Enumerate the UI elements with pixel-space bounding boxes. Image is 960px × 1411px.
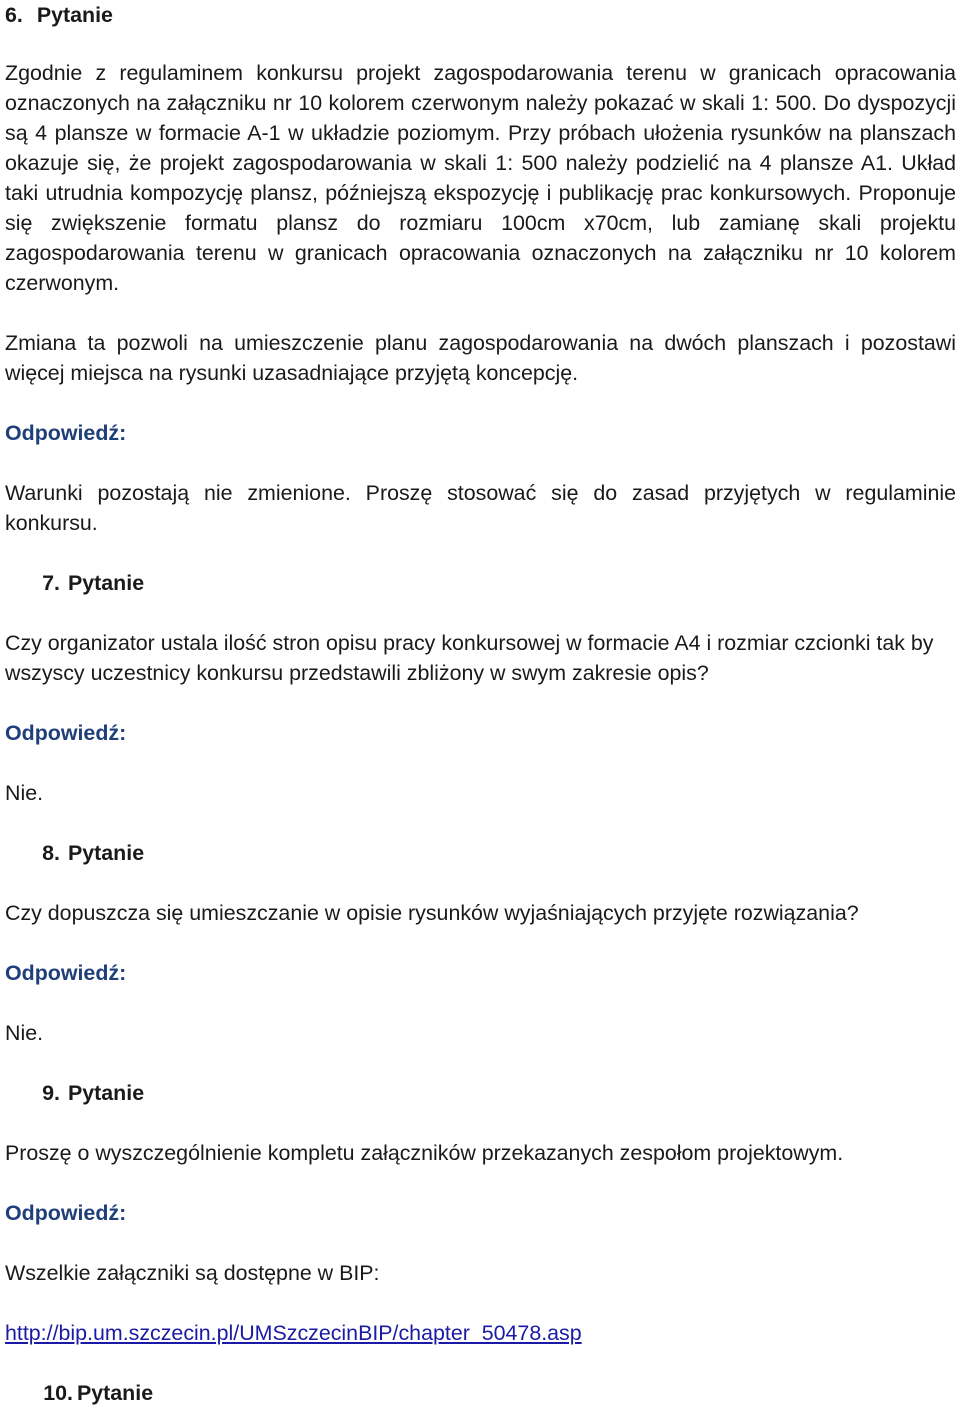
- question-8-answer: Nie.: [5, 1021, 44, 1045]
- answer-label: Odpowiedź:: [5, 961, 127, 985]
- question-title: Pytanie: [68, 571, 145, 595]
- question-6-text: Zgodnie z regulaminem konkursu projekt zagospodarowania terenu w granicach opracowania oznaczonych na załączniku nr 10 kolorem czerwonym należy pokazać w skali 1: 500. Do dyspozycji są 4 plansze w formacie A-1 w układzie poziomym. Przy próbach ułożenia rysunków na planszach okazuje się, że projekt zagospodarowania w skali 1: 500 należy podzielić na 4 plansze A1. Układ taki utrudnia kompozycję plansz, późniejszą ekspozycję i publikację prac konkursowych. Proponuje się zwiększenie formatu plansz do rozmiaru 100cm x70cm, lub zamianę skali projektu zagospodarowania terenu w granicach opracowania oznaczonych na załączniku nr 10 kolorem czerwonym.: [5, 61, 956, 295]
- question-number: 7.: [42, 571, 60, 595]
- question-number: 6.: [5, 3, 23, 27]
- question-number: 10.: [43, 1381, 73, 1405]
- question-8-heading: [5, 838, 956, 868]
- bip-link[interactable]: http://bip.um.szczecin.pl/UMSzczecinBIP/chapter_50478.asp: [5, 1321, 582, 1345]
- question-title: Pytanie: [68, 841, 145, 865]
- question-6-text-2: Zmiana ta pozwoli na umieszczenie planu zagospodarowania na dwóch planszach i pozostawi więcej miejsca na rysunki uzasadniające przyjętą koncepcję.: [5, 331, 956, 385]
- question-title: Pytanie: [77, 1381, 154, 1405]
- answer-label: Odpowiedź:: [5, 421, 127, 445]
- question-9-heading: [5, 1078, 956, 1108]
- question-9-answer: Wszelkie załączniki są dostępne w BIP:: [5, 1261, 380, 1285]
- question-number: 9.: [42, 1081, 60, 1105]
- document-page: [5, 0, 956, 1408]
- answer-label: Odpowiedź:: [5, 1201, 127, 1225]
- question-6-heading: [5, 0, 956, 30]
- question-title: Pytanie: [36, 3, 113, 27]
- question-7-answer: Nie.: [5, 781, 44, 805]
- question-title: Pytanie: [68, 1081, 145, 1105]
- question-7-text: Czy organizator ustala ilość stron opisu pracy konkursowej w formacie A4 i rozmiar czcionki tak by wszyscy uczestnicy konkursu przedstawili zbliżony w swym zakresie opis?: [5, 631, 934, 685]
- question-6-answer: Warunki pozostają nie zmienione. Proszę stosować się do zasad przyjętych w regulaminie konkursu.: [5, 481, 956, 535]
- question-9-text: Proszę o wyszczególnienie kompletu załączników przekazanych zespołom projektowym.: [5, 1141, 844, 1165]
- question-7-heading: [5, 568, 956, 598]
- question-number: 8.: [42, 841, 60, 865]
- answer-label: Odpowiedź:: [5, 721, 127, 745]
- question-8-text: Czy dopuszcza się umieszczanie w opisie rysunków wyjaśniających przyjęte rozwiązania?: [5, 901, 859, 925]
- question-10-heading: [5, 1378, 956, 1408]
